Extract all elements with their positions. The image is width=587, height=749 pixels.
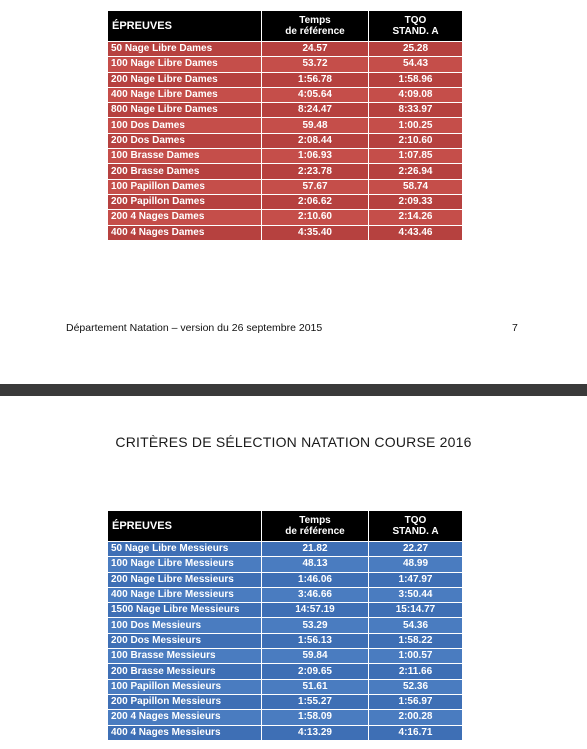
event-cell: 400 Nage Libre Messieurs — [108, 587, 262, 602]
reference-time-cell: 2:10.60 — [262, 210, 369, 225]
reference-time-cell: 1:55.27 — [262, 694, 369, 709]
reference-time-cell: 2:09.65 — [262, 664, 369, 679]
event-cell: 400 Nage Libre Dames — [108, 87, 262, 102]
tqo-time-cell: 2:26.94 — [369, 164, 463, 179]
header-tqo-line1: TQO — [404, 15, 427, 26]
header-reference-time — [262, 511, 369, 542]
header-tqo — [369, 511, 463, 542]
reference-time-cell: 1:56.13 — [262, 633, 369, 648]
event-cell: 1500 Nage Libre Messieurs — [108, 603, 262, 618]
reference-time-cell: 59.84 — [262, 649, 369, 664]
reference-time-cell: 1:06.93 — [262, 149, 369, 164]
tqo-time-cell: 15:14.77 — [369, 603, 463, 618]
header-tqo-line1: TQO — [404, 515, 427, 526]
reference-time-cell: 4:13.29 — [262, 725, 369, 740]
table-header-row — [108, 11, 463, 42]
reference-time-cell: 2:08.44 — [262, 133, 369, 148]
header-events: ÉPREUVES — [108, 511, 262, 542]
tqo-time-cell: 1:56.97 — [369, 694, 463, 709]
reference-time-cell: 53.29 — [262, 618, 369, 633]
men-table-body — [108, 542, 463, 741]
tqo-time-cell: 54.36 — [369, 618, 463, 633]
tqo-time-cell: 1:47.97 — [369, 572, 463, 587]
table-row — [108, 694, 463, 709]
tqo-time-cell: 1:58.22 — [369, 633, 463, 648]
table-row — [108, 149, 463, 164]
table-row — [108, 587, 463, 602]
table-row — [108, 710, 463, 725]
event-cell: 200 Dos Dames — [108, 133, 262, 148]
event-cell: 800 Nage Libre Dames — [108, 103, 262, 118]
tqo-time-cell: 22.27 — [369, 542, 463, 557]
table-row — [108, 225, 463, 240]
table-row — [108, 87, 463, 102]
tqo-time-cell: 4:16.71 — [369, 725, 463, 740]
footer-version-text: Département Natation – version du 26 septembre 2015 — [66, 322, 323, 334]
table-row — [108, 725, 463, 740]
reference-time-cell: 2:06.62 — [262, 194, 369, 209]
tqo-time-cell: 3:50.44 — [369, 587, 463, 602]
reference-time-cell: 8:24.47 — [262, 103, 369, 118]
tqo-time-cell: 2:00.28 — [369, 710, 463, 725]
tqo-time-cell: 1:07.85 — [369, 149, 463, 164]
event-cell: 100 Dos Dames — [108, 118, 262, 133]
tqo-time-cell: 48.99 — [369, 557, 463, 572]
table-row — [108, 557, 463, 572]
reference-time-cell: 1:56.78 — [262, 72, 369, 87]
table-row — [108, 179, 463, 194]
reference-time-cell: 3:46.66 — [262, 587, 369, 602]
event-cell: 100 Nage Libre Messieurs — [108, 557, 262, 572]
tqo-time-cell: 52.36 — [369, 679, 463, 694]
tqo-time-cell: 4:09.08 — [369, 87, 463, 102]
event-cell: 200 Nage Libre Messieurs — [108, 572, 262, 587]
tqo-time-cell: 54.43 — [369, 57, 463, 72]
table-row — [108, 618, 463, 633]
tqo-time-cell: 25.28 — [369, 42, 463, 57]
header-reference-line1: Temps — [299, 15, 331, 26]
event-cell: 100 Papillon Dames — [108, 179, 262, 194]
reference-time-cell: 1:58.09 — [262, 710, 369, 725]
tqo-time-cell: 4:43.46 — [369, 225, 463, 240]
tqo-time-cell: 1:58.96 — [369, 72, 463, 87]
reference-time-cell: 4:05.64 — [262, 87, 369, 102]
table-row — [108, 679, 463, 694]
women-table-body — [108, 42, 463, 241]
table-row — [108, 603, 463, 618]
header-reference-line2: de référence — [285, 26, 345, 37]
reference-time-cell: 53.72 — [262, 57, 369, 72]
table-row — [108, 649, 463, 664]
header-tqo-line2: STAND. A — [392, 26, 439, 37]
event-cell: 200 4 Nages Messieurs — [108, 710, 262, 725]
event-cell: 100 Papillon Messieurs — [108, 679, 262, 694]
reference-time-cell: 24.57 — [262, 42, 369, 57]
table-row — [108, 164, 463, 179]
event-cell: 100 Brasse Messieurs — [108, 649, 262, 664]
table-row — [108, 72, 463, 87]
header-reference-line1: Temps — [299, 515, 331, 526]
table-row — [108, 572, 463, 587]
table-row — [108, 633, 463, 648]
table-row — [108, 194, 463, 209]
page-number: 7 — [512, 322, 518, 334]
page-separator — [0, 384, 587, 396]
reference-time-cell: 2:23.78 — [262, 164, 369, 179]
table-row — [108, 118, 463, 133]
event-cell: 200 Papillon Messieurs — [108, 694, 262, 709]
reference-time-cell: 48.13 — [262, 557, 369, 572]
event-cell: 100 Nage Libre Dames — [108, 57, 262, 72]
header-events: ÉPREUVES — [108, 11, 262, 42]
women-times-table — [107, 10, 463, 241]
tqo-time-cell: 2:14.26 — [369, 210, 463, 225]
event-cell: 200 Papillon Dames — [108, 194, 262, 209]
header-reference-line2: de référence — [285, 526, 345, 537]
event-cell: 100 Dos Messieurs — [108, 618, 262, 633]
reference-time-cell: 1:46.06 — [262, 572, 369, 587]
event-cell: 200 Dos Messieurs — [108, 633, 262, 648]
reference-time-cell: 51.61 — [262, 679, 369, 694]
tqo-time-cell: 1:00.25 — [369, 118, 463, 133]
header-reference-time — [262, 11, 369, 42]
event-cell: 400 4 Nages Dames — [108, 225, 262, 240]
event-cell: 200 Nage Libre Dames — [108, 72, 262, 87]
tqo-time-cell: 2:10.60 — [369, 133, 463, 148]
table-row — [108, 133, 463, 148]
tqo-time-cell: 2:11.66 — [369, 664, 463, 679]
reference-time-cell: 21.82 — [262, 542, 369, 557]
reference-time-cell: 14:57.19 — [262, 603, 369, 618]
header-tqo — [369, 11, 463, 42]
table-row — [108, 57, 463, 72]
table-row — [108, 664, 463, 679]
tqo-time-cell: 2:09.33 — [369, 194, 463, 209]
table-row — [108, 42, 463, 57]
event-cell: 200 Brasse Dames — [108, 164, 262, 179]
table-row — [108, 210, 463, 225]
reference-time-cell: 59.48 — [262, 118, 369, 133]
table-row — [108, 103, 463, 118]
tqo-time-cell: 8:33.97 — [369, 103, 463, 118]
event-cell: 100 Brasse Dames — [108, 149, 262, 164]
event-cell: 50 Nage Libre Messieurs — [108, 542, 262, 557]
tqo-time-cell: 58.74 — [369, 179, 463, 194]
event-cell: 400 4 Nages Messieurs — [108, 725, 262, 740]
event-cell: 200 Brasse Messieurs — [108, 664, 262, 679]
tqo-time-cell: 1:00.57 — [369, 649, 463, 664]
header-tqo-line2: STAND. A — [392, 526, 439, 537]
table-header-row — [108, 511, 463, 542]
event-cell: 200 4 Nages Dames — [108, 210, 262, 225]
page-title: CRITÈRES DE SÉLECTION NATATION COURSE 2016 — [115, 434, 472, 450]
reference-time-cell: 4:35.40 — [262, 225, 369, 240]
men-times-table — [107, 510, 463, 741]
reference-time-cell: 57.67 — [262, 179, 369, 194]
event-cell: 50 Nage Libre Dames — [108, 42, 262, 57]
document-page-8 — [0, 396, 587, 749]
table-row — [108, 542, 463, 557]
